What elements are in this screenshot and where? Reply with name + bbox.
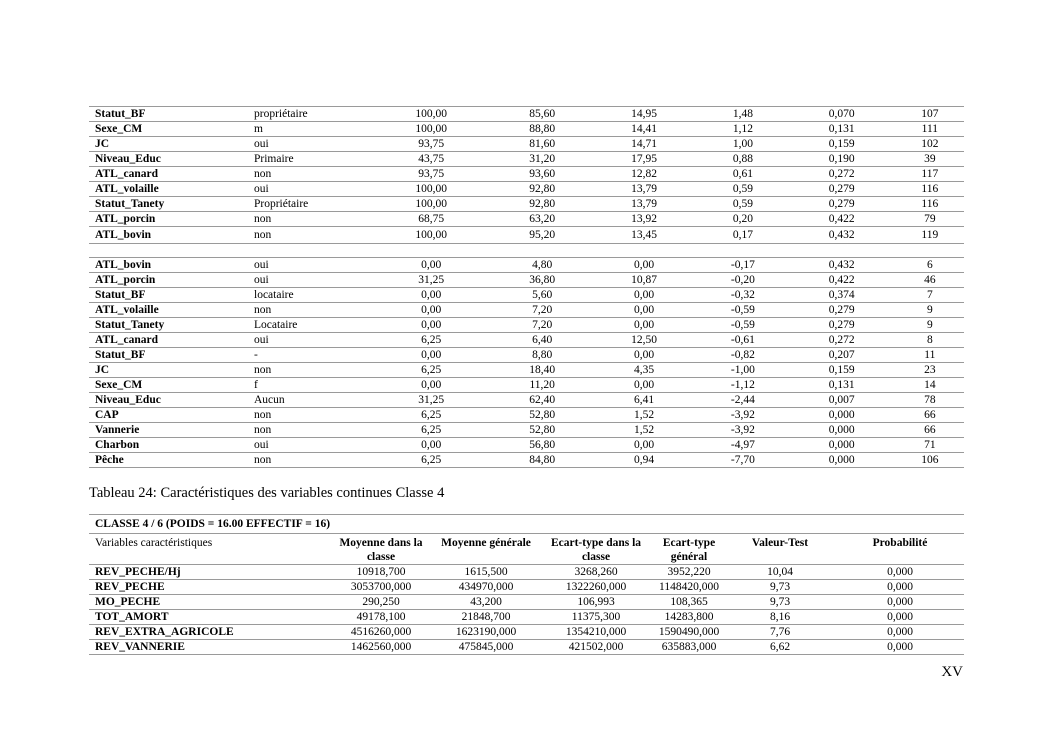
mean-general-cell: 1615,500 (428, 565, 538, 580)
count-cell: 117 (890, 167, 964, 182)
test-value-cell: -0,32 (692, 288, 788, 303)
pct-in-class-cell: 93,75 (368, 137, 488, 152)
variable-cell: Niveau_Educ (89, 152, 248, 167)
pct-in-class-cell: 100,00 (368, 182, 488, 197)
count-cell: 7 (890, 288, 964, 303)
probability-cell: 0,432 (788, 258, 890, 273)
probability-cell: 0,279 (788, 318, 890, 333)
count-cell: 116 (890, 197, 964, 212)
table-row (89, 182, 964, 197)
modality-cell: non (248, 408, 368, 423)
pct-in-class-cell: 0,00 (368, 438, 488, 453)
probability-cell: 0,432 (788, 227, 890, 244)
sd-class-cell: 1354210,000 (538, 625, 648, 640)
variable-cell: Niveau_Educ (89, 393, 248, 408)
table-row (89, 258, 964, 273)
probability-cell: 0,131 (788, 378, 890, 393)
test-value-cell: -0,59 (692, 303, 788, 318)
probability-cell: 0,000 (788, 438, 890, 453)
pct-global-cell: 8,80 (488, 348, 590, 363)
count-cell: 39 (890, 152, 964, 167)
modality-cell: non (248, 363, 368, 378)
table-row (89, 363, 964, 378)
count-cell: 9 (890, 318, 964, 333)
modality-cell: oui (248, 438, 368, 453)
test-value-cell: -1,00 (692, 363, 788, 378)
pct-class-in-mod-cell: 12,50 (590, 333, 692, 348)
modality-cell: Locataire (248, 318, 368, 333)
pct-in-class-cell: 31,25 (368, 393, 488, 408)
pct-in-class-cell: 43,75 (368, 152, 488, 167)
count-cell: 116 (890, 182, 964, 197)
variable-cell: JC (89, 363, 248, 378)
probability-cell: 0,070 (788, 107, 890, 122)
table-row (89, 107, 964, 122)
pct-in-class-cell: 6,25 (368, 423, 488, 438)
count-cell: 119 (890, 227, 964, 244)
pct-in-class-cell: 93,75 (368, 167, 488, 182)
test-value-cell: 8,16 (724, 610, 830, 625)
class-header-row (89, 515, 964, 534)
variable-cell: Sexe_CM (89, 378, 248, 393)
modality-cell: non (248, 167, 368, 182)
sd-general-cell: 635883,000 (648, 640, 724, 655)
table-row (89, 333, 964, 348)
modality-cell: non (248, 453, 368, 468)
variable-cell: Sexe_CM (89, 122, 248, 137)
sd-class-cell: 1322260,000 (538, 580, 648, 595)
pct-class-in-mod-cell: 0,00 (590, 318, 692, 333)
variable-cell: TOT_AMORT (89, 610, 328, 625)
pct-global-cell: 4,80 (488, 258, 590, 273)
pct-in-class-cell: 6,25 (368, 363, 488, 378)
probability-cell: 0,131 (788, 122, 890, 137)
header-test-value: Valeur-Test (724, 534, 830, 565)
test-value-cell: -0,59 (692, 318, 788, 333)
class-label: CLASSE 4 / 6 (POIDS = 16.00 EFFECTIF = 16) (89, 515, 964, 534)
count-cell: 46 (890, 273, 964, 288)
sd-general-cell: 3952,220 (648, 565, 724, 580)
pct-global-cell: 52,80 (488, 423, 590, 438)
variable-cell: ATL_canard (89, 333, 248, 348)
table-row (89, 212, 964, 227)
continuous-variables-table (89, 514, 964, 655)
probability-cell: 0,000 (788, 453, 890, 468)
pct-class-in-mod-cell: 0,00 (590, 288, 692, 303)
pct-in-class-cell: 0,00 (368, 348, 488, 363)
probability-cell: 0,374 (788, 288, 890, 303)
test-value-cell: -3,92 (692, 408, 788, 423)
variable-cell: Statut_BF (89, 288, 248, 303)
pct-global-cell: 7,20 (488, 303, 590, 318)
table-row (89, 227, 964, 244)
table-row (89, 408, 964, 423)
modality-cell: oui (248, 333, 368, 348)
pct-class-in-mod-cell: 6,41 (590, 393, 692, 408)
pct-class-in-mod-cell: 14,71 (590, 137, 692, 152)
table-row (89, 640, 964, 655)
header-mean-class: Moyenne dans la classe (328, 534, 428, 565)
probability-cell: 0,272 (788, 167, 890, 182)
pct-global-cell: 92,80 (488, 182, 590, 197)
table-row (89, 137, 964, 152)
count-cell: 111 (890, 122, 964, 137)
pct-class-in-mod-cell: 13,92 (590, 212, 692, 227)
count-cell: 66 (890, 423, 964, 438)
mean-class-cell: 4516260,000 (328, 625, 428, 640)
probability-cell: 0,272 (788, 333, 890, 348)
test-value-cell: 0,17 (692, 227, 788, 244)
header-variables: Variables caractéristiques (89, 534, 328, 565)
table-row (89, 273, 964, 288)
pct-class-in-mod-cell: 10,87 (590, 273, 692, 288)
modality-cell: non (248, 303, 368, 318)
test-value-cell: 9,73 (724, 580, 830, 595)
test-value-cell: 0,61 (692, 167, 788, 182)
pct-global-cell: 7,20 (488, 318, 590, 333)
probability-cell: 0,422 (788, 273, 890, 288)
test-value-cell: 1,00 (692, 137, 788, 152)
sd-general-cell: 1590490,000 (648, 625, 724, 640)
variable-cell: REV_VANNERIE (89, 640, 328, 655)
table-row (89, 595, 964, 610)
probability-cell: 0,000 (830, 610, 964, 625)
modality-cell: f (248, 378, 368, 393)
table-row (89, 152, 964, 167)
variable-cell: REV_EXTRA_AGRICOLE (89, 625, 328, 640)
variable-cell: ATL_canard (89, 167, 248, 182)
sd-class-cell: 3268,260 (538, 565, 648, 580)
pct-class-in-mod-cell: 13,79 (590, 197, 692, 212)
mean-class-cell: 10918,700 (328, 565, 428, 580)
header-probability: Probabilité (830, 534, 964, 565)
table-row (89, 122, 964, 137)
pct-class-in-mod-cell: 14,41 (590, 122, 692, 137)
test-value-cell: -0,82 (692, 348, 788, 363)
variable-cell: Pêche (89, 453, 248, 468)
test-value-cell: -1,12 (692, 378, 788, 393)
pct-in-class-cell: 31,25 (368, 273, 488, 288)
pct-class-in-mod-cell: 0,00 (590, 378, 692, 393)
column-header-row (89, 534, 964, 565)
count-cell: 66 (890, 408, 964, 423)
count-cell: 106 (890, 453, 964, 468)
probability-cell: 0,279 (788, 197, 890, 212)
variable-cell: ATL_bovin (89, 258, 248, 273)
count-cell: 11 (890, 348, 964, 363)
variable-cell: Statut_Tanety (89, 197, 248, 212)
pct-in-class-cell: 6,25 (368, 453, 488, 468)
modality-cell: non (248, 212, 368, 227)
count-cell: 23 (890, 363, 964, 378)
probability-cell: 0,000 (830, 625, 964, 640)
table-row (89, 378, 964, 393)
pct-global-cell: 62,40 (488, 393, 590, 408)
table-row (89, 348, 964, 363)
probability-cell: 0,279 (788, 182, 890, 197)
pct-global-cell: 56,80 (488, 438, 590, 453)
pct-global-cell: 92,80 (488, 197, 590, 212)
modality-cell: m (248, 122, 368, 137)
test-value-cell: -0,20 (692, 273, 788, 288)
table-row (89, 393, 964, 408)
table-row (89, 580, 964, 595)
test-value-cell: 0,59 (692, 182, 788, 197)
variable-cell: REV_PECHE (89, 580, 328, 595)
probability-cell: 0,007 (788, 393, 890, 408)
count-cell: 78 (890, 393, 964, 408)
pct-in-class-cell: 68,75 (368, 212, 488, 227)
pct-global-cell: 52,80 (488, 408, 590, 423)
mean-general-cell: 43,200 (428, 595, 538, 610)
separator-cell (89, 244, 964, 258)
test-value-cell: 10,04 (724, 565, 830, 580)
probability-cell: 0,000 (788, 423, 890, 438)
table-row (89, 610, 964, 625)
mean-class-cell: 49178,100 (328, 610, 428, 625)
count-cell: 6 (890, 258, 964, 273)
pct-global-cell: 84,80 (488, 453, 590, 468)
test-value-cell: -7,70 (692, 453, 788, 468)
pct-global-cell: 18,40 (488, 363, 590, 378)
variable-cell: JC (89, 137, 248, 152)
probability-cell: 0,000 (830, 640, 964, 655)
variable-cell: ATL_porcin (89, 273, 248, 288)
variable-cell: CAP (89, 408, 248, 423)
test-value-cell: 7,76 (724, 625, 830, 640)
modality-cell: oui (248, 137, 368, 152)
pct-class-in-mod-cell: 4,35 (590, 363, 692, 378)
test-value-cell: 1,48 (692, 107, 788, 122)
test-value-cell: -0,17 (692, 258, 788, 273)
pct-class-in-mod-cell: 0,00 (590, 258, 692, 273)
pct-global-cell: 95,20 (488, 227, 590, 244)
pct-in-class-cell: 0,00 (368, 378, 488, 393)
probability-cell: 0,000 (830, 580, 964, 595)
pct-global-cell: 88,80 (488, 122, 590, 137)
sd-class-cell: 11375,300 (538, 610, 648, 625)
modality-cell: oui (248, 258, 368, 273)
modality-cell: propriétaire (248, 107, 368, 122)
table-row (89, 423, 964, 438)
pct-global-cell: 36,80 (488, 273, 590, 288)
test-value-cell: -3,92 (692, 423, 788, 438)
pct-class-in-mod-cell: 14,95 (590, 107, 692, 122)
header-sd-general: Ecart-type général (648, 534, 724, 565)
pct-in-class-cell: 100,00 (368, 122, 488, 137)
probability-cell: 0,000 (830, 565, 964, 580)
count-cell: 79 (890, 212, 964, 227)
table-row (89, 303, 964, 318)
variable-cell: ATL_volaille (89, 182, 248, 197)
variable-cell: ATL_volaille (89, 303, 248, 318)
count-cell: 71 (890, 438, 964, 453)
pct-global-cell: 5,60 (488, 288, 590, 303)
pct-in-class-cell: 100,00 (368, 197, 488, 212)
test-value-cell: 6,62 (724, 640, 830, 655)
pct-class-in-mod-cell: 1,52 (590, 408, 692, 423)
mean-general-cell: 434970,000 (428, 580, 538, 595)
pct-in-class-cell: 6,25 (368, 333, 488, 348)
count-cell: 8 (890, 333, 964, 348)
sd-class-cell: 421502,000 (538, 640, 648, 655)
test-value-cell: -2,44 (692, 393, 788, 408)
table-row (89, 453, 964, 468)
pct-in-class-cell: 0,00 (368, 288, 488, 303)
table-row (89, 167, 964, 182)
sd-class-cell: 106,993 (538, 595, 648, 610)
mean-general-cell: 1623190,000 (428, 625, 538, 640)
mean-general-cell: 21848,700 (428, 610, 538, 625)
probability-cell: 0,422 (788, 212, 890, 227)
modality-cell: Aucun (248, 393, 368, 408)
modality-cell: Primaire (248, 152, 368, 167)
test-value-cell: 1,12 (692, 122, 788, 137)
sd-general-cell: 14283,800 (648, 610, 724, 625)
table-row (89, 318, 964, 333)
test-value-cell: 0,59 (692, 197, 788, 212)
variable-cell: Statut_BF (89, 348, 248, 363)
test-value-cell: 0,88 (692, 152, 788, 167)
mean-class-cell: 1462560,000 (328, 640, 428, 655)
probability-cell: 0,190 (788, 152, 890, 167)
test-value-cell: 9,73 (724, 595, 830, 610)
pct-in-class-cell: 6,25 (368, 408, 488, 423)
modality-cell: oui (248, 182, 368, 197)
variable-cell: Statut_Tanety (89, 318, 248, 333)
count-cell: 14 (890, 378, 964, 393)
probability-cell: 0,000 (788, 408, 890, 423)
pct-in-class-cell: 0,00 (368, 303, 488, 318)
pct-global-cell: 63,20 (488, 212, 590, 227)
count-cell: 9 (890, 303, 964, 318)
variable-cell: ATL_bovin (89, 227, 248, 244)
table-row (89, 625, 964, 640)
pct-global-cell: 93,60 (488, 167, 590, 182)
variable-cell: Vannerie (89, 423, 248, 438)
variable-cell: ATL_porcin (89, 212, 248, 227)
modality-cell: locataire (248, 288, 368, 303)
pct-global-cell: 31,20 (488, 152, 590, 167)
probability-cell: 0,207 (788, 348, 890, 363)
pct-global-cell: 11,20 (488, 378, 590, 393)
pct-class-in-mod-cell: 13,79 (590, 182, 692, 197)
modality-cell: - (248, 348, 368, 363)
count-cell: 107 (890, 107, 964, 122)
mean-class-cell: 3053700,000 (328, 580, 428, 595)
test-value-cell: 0,20 (692, 212, 788, 227)
test-value-cell: -4,97 (692, 438, 788, 453)
pct-in-class-cell: 0,00 (368, 258, 488, 273)
modality-cell: non (248, 423, 368, 438)
pct-class-in-mod-cell: 0,00 (590, 303, 692, 318)
pct-class-in-mod-cell: 12,82 (590, 167, 692, 182)
separator-row (89, 244, 964, 258)
test-value-cell: -0,61 (692, 333, 788, 348)
table-row (89, 565, 964, 580)
sd-general-cell: 1148420,000 (648, 580, 724, 595)
table-caption: Tableau 24: Caractéristiques des variables continues Classe 4 (89, 485, 445, 501)
pct-class-in-mod-cell: 0,00 (590, 348, 692, 363)
modality-cell: oui (248, 273, 368, 288)
modality-cell: non (248, 227, 368, 244)
header-mean-general: Moyenne générale (428, 534, 538, 565)
probability-cell: 0,279 (788, 303, 890, 318)
sd-general-cell: 108,365 (648, 595, 724, 610)
pct-in-class-cell: 100,00 (368, 107, 488, 122)
pct-class-in-mod-cell: 17,95 (590, 152, 692, 167)
probability-cell: 0,000 (830, 595, 964, 610)
pct-class-in-mod-cell: 13,45 (590, 227, 692, 244)
probability-cell: 0,159 (788, 137, 890, 152)
pct-class-in-mod-cell: 0,00 (590, 438, 692, 453)
pct-class-in-mod-cell: 0,94 (590, 453, 692, 468)
variable-cell: REV_PECHE/Hj (89, 565, 328, 580)
pct-global-cell: 6,40 (488, 333, 590, 348)
header-sd-class: Ecart-type dans la classe (538, 534, 648, 565)
variable-cell: Statut_BF (89, 107, 248, 122)
pct-global-cell: 81,60 (488, 137, 590, 152)
table-row (89, 197, 964, 212)
pct-class-in-mod-cell: 1,52 (590, 423, 692, 438)
count-cell: 102 (890, 137, 964, 152)
pct-global-cell: 85,60 (488, 107, 590, 122)
pct-in-class-cell: 0,00 (368, 318, 488, 333)
pct-in-class-cell: 100,00 (368, 227, 488, 244)
probability-cell: 0,159 (788, 363, 890, 378)
page-number: XV (941, 664, 963, 680)
mean-class-cell: 290,250 (328, 595, 428, 610)
table-row (89, 438, 964, 453)
variable-cell: Charbon (89, 438, 248, 453)
mean-general-cell: 475845,000 (428, 640, 538, 655)
table-row (89, 288, 964, 303)
variable-cell: MO_PECHE (89, 595, 328, 610)
modalities-table (89, 106, 964, 468)
modality-cell: Propriétaire (248, 197, 368, 212)
